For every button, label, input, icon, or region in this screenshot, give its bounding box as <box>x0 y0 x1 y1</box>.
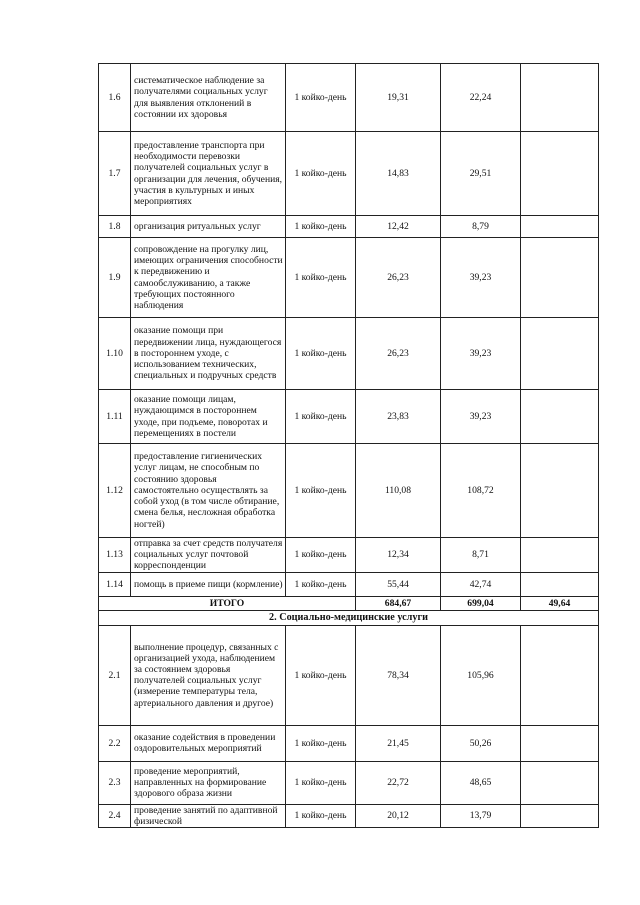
value-column-1: 22,72 <box>356 761 441 804</box>
table-row <box>99 64 599 132</box>
value-column-2: 105,96 <box>441 625 521 725</box>
value-column-2: 29,51 <box>441 132 521 216</box>
unit-of-measure: 1 койко-день <box>286 625 356 725</box>
row-number: 1.7 <box>99 132 131 216</box>
service-description: отправка за счет средств получателя социальных услуг почтовой корреспонденции <box>131 538 286 573</box>
value-column-3 <box>521 64 599 132</box>
row-number: 1.12 <box>99 444 131 538</box>
row-number: 1.13 <box>99 538 131 573</box>
service-description: сопровождение на прогулку лиц, имеющих ограничения способности к передвижению и самообслуживанию, а также требующих постоянного наблюдения <box>131 238 286 318</box>
row-number: 1.11 <box>99 390 131 444</box>
total-row <box>99 596 599 610</box>
value-column-3 <box>521 572 599 596</box>
row-number: 2.1 <box>99 625 131 725</box>
unit-of-measure: 1 койко-день <box>286 444 356 538</box>
service-description: предоставление транспорта при необходимости перевозки получателей социальных услуг в организации для лечения, обучения, участия в культурных и иных мероприятиях <box>131 132 286 216</box>
value-column-2: 50,26 <box>441 725 521 761</box>
value-column-1: 14,83 <box>356 132 441 216</box>
table-row <box>99 761 599 804</box>
value-column-1: 110,08 <box>356 444 441 538</box>
unit-of-measure: 1 койко-день <box>286 538 356 573</box>
table-row <box>99 538 599 573</box>
unit-of-measure: 1 койко-день <box>286 238 356 318</box>
table-row <box>99 238 599 318</box>
table-row <box>99 132 599 216</box>
value-column-1: 20,12 <box>356 804 441 827</box>
section-header-row <box>99 610 599 625</box>
unit-of-measure: 1 койко-день <box>286 725 356 761</box>
value-column-3 <box>521 132 599 216</box>
value-column-1: 26,23 <box>356 238 441 318</box>
value-column-3 <box>521 804 599 827</box>
service-description: систематическое наблюдение за получателями социальных услуг для выявления отклонений в состоянии их здоровья <box>131 64 286 132</box>
service-description: оказание помощи при передвижении лица, нуждающегося в постороннем уходе, с использованием технических, специальных и подручных средств <box>131 318 286 390</box>
service-description: помощь в приеме пищи (кормление) <box>131 572 286 596</box>
section-title: 2. Социально-медицинские услуги <box>99 610 599 625</box>
value-column-3 <box>521 216 599 238</box>
value-column-1: 21,45 <box>356 725 441 761</box>
table-row <box>99 444 599 538</box>
value-column-1: 12,34 <box>356 538 441 573</box>
value-column-3 <box>521 538 599 573</box>
value-column-3 <box>521 444 599 538</box>
service-description: оказание содействия в проведении оздоровительных мероприятий <box>131 725 286 761</box>
services-table-body <box>99 64 599 828</box>
table-row <box>99 390 599 444</box>
service-description: предоставление гигиенических услуг лицам, не способным по состоянию здоровья самостоятельно осуществлять за собой уход (в том числе обтирание, смена белья, несложная обработка ногтей) <box>131 444 286 538</box>
value-column-2: 48,65 <box>441 761 521 804</box>
unit-of-measure: 1 койко-день <box>286 216 356 238</box>
value-column-3 <box>521 238 599 318</box>
row-number: 1.14 <box>99 572 131 596</box>
service-description: проведение мероприятий, направленных на формирование здорового образа жизни <box>131 761 286 804</box>
value-column-2: 39,23 <box>441 238 521 318</box>
row-number: 1.8 <box>99 216 131 238</box>
value-column-2: 42,74 <box>441 572 521 596</box>
table-row <box>99 725 599 761</box>
row-number: 1.6 <box>99 64 131 132</box>
value-column-1: 12,42 <box>356 216 441 238</box>
unit-of-measure: 1 койко-день <box>286 761 356 804</box>
service-description: выполнение процедур, связанных с организацией ухода, наблюдением за состоянием здоровья получателей социальных услуг (измерение температуры тела, артериального давления и другое) <box>131 625 286 725</box>
value-column-1: 23,83 <box>356 390 441 444</box>
value-column-1: 26,23 <box>356 318 441 390</box>
unit-of-measure: 1 койко-день <box>286 318 356 390</box>
total-label: ИТОГО <box>99 596 356 610</box>
value-column-2: 108,72 <box>441 444 521 538</box>
unit-of-measure: 1 койко-день <box>286 64 356 132</box>
value-column-2: 39,23 <box>441 390 521 444</box>
row-number: 1.9 <box>99 238 131 318</box>
total-value-1: 684,67 <box>356 596 441 610</box>
table-row <box>99 625 599 725</box>
table-row <box>99 216 599 238</box>
total-value-2: 699,04 <box>441 596 521 610</box>
row-number: 2.3 <box>99 761 131 804</box>
total-value-3: 49,64 <box>521 596 599 610</box>
table-row <box>99 318 599 390</box>
value-column-3 <box>521 390 599 444</box>
row-number: 2.2 <box>99 725 131 761</box>
value-column-3 <box>521 725 599 761</box>
value-column-2: 13,79 <box>441 804 521 827</box>
value-column-3 <box>521 318 599 390</box>
unit-of-measure: 1 койко-день <box>286 572 356 596</box>
value-column-2: 8,71 <box>441 538 521 573</box>
value-column-1: 55,44 <box>356 572 441 596</box>
unit-of-measure: 1 койко-день <box>286 804 356 827</box>
services-table <box>98 63 599 828</box>
service-description: оказание помощи лицам, нуждающимся в постороннем уходе, при подъеме, поворотах и перемещениях в постели <box>131 390 286 444</box>
value-column-2: 22,24 <box>441 64 521 132</box>
value-column-2: 39,23 <box>441 318 521 390</box>
row-number: 2.4 <box>99 804 131 827</box>
table-row <box>99 572 599 596</box>
service-description: организация ритуальных услуг <box>131 216 286 238</box>
value-column-1: 19,31 <box>356 64 441 132</box>
value-column-1: 78,34 <box>356 625 441 725</box>
table-row <box>99 804 599 827</box>
unit-of-measure: 1 койко-день <box>286 132 356 216</box>
value-column-3 <box>521 761 599 804</box>
unit-of-measure: 1 койко-день <box>286 390 356 444</box>
row-number: 1.10 <box>99 318 131 390</box>
service-description: проведение занятий по адаптивной физической <box>131 804 286 827</box>
value-column-3 <box>521 625 599 725</box>
value-column-2: 8,79 <box>441 216 521 238</box>
